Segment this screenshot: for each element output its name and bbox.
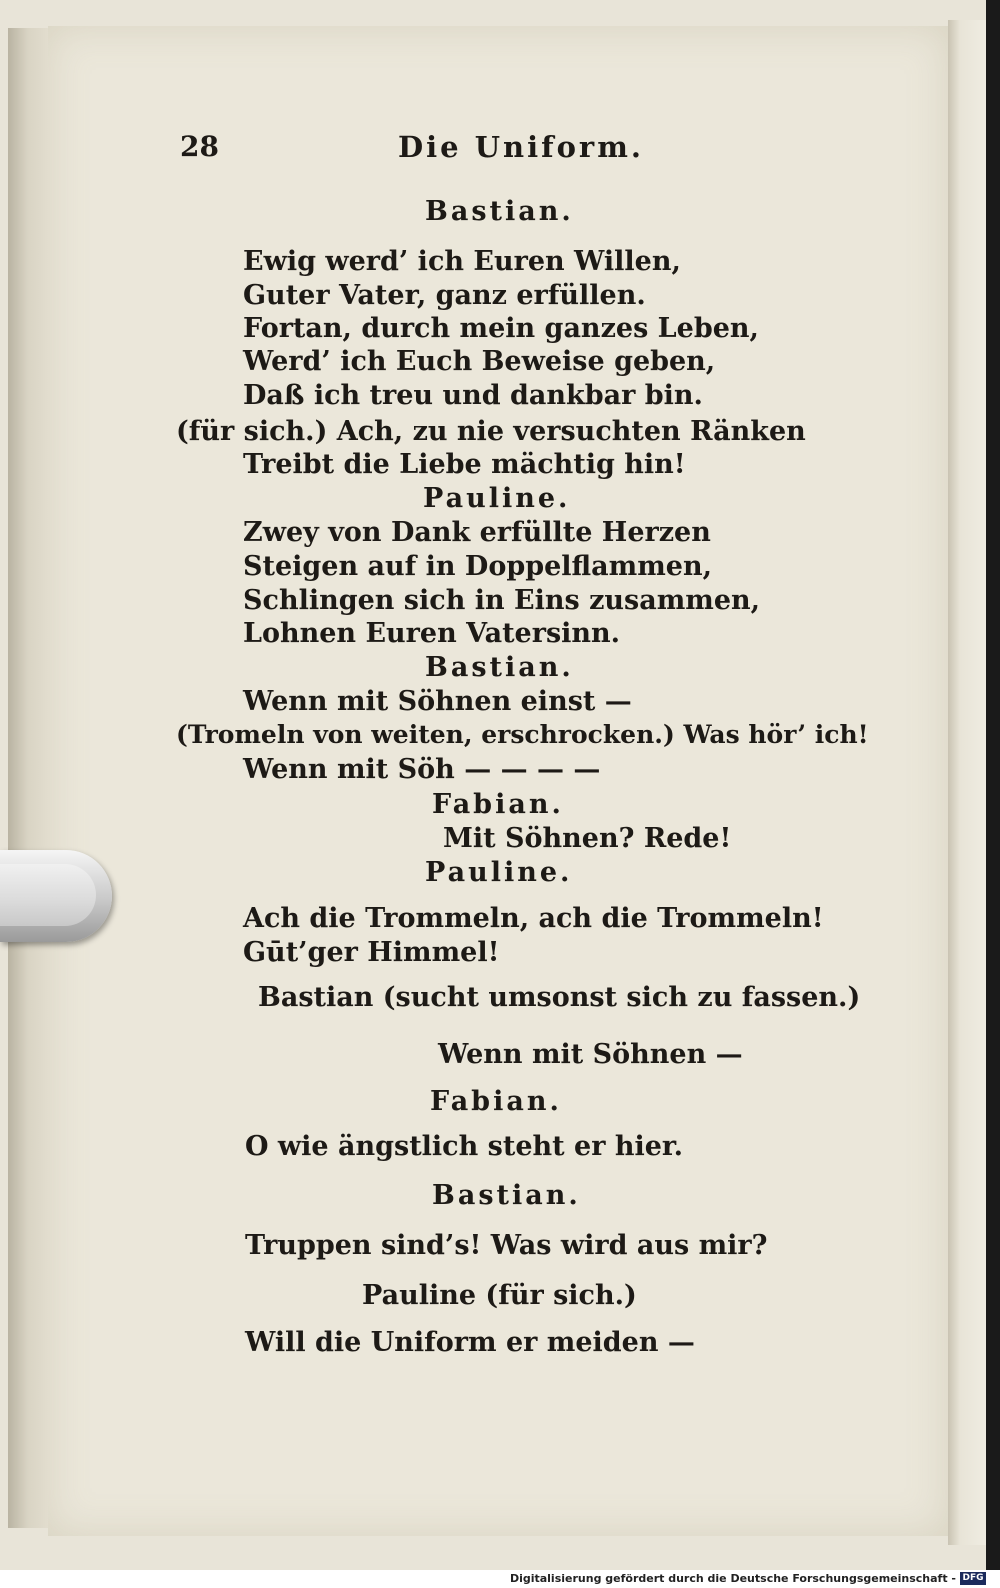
verse-line: Ach die Trommeln, ach die Trommeln!: [243, 903, 824, 934]
footer-credit: Digitalisierung gefördert durch die Deutsche Forschungsgemeinschaft -: [509, 1572, 956, 1585]
verse-line: Werd’ ich Euch Beweise geben,: [243, 346, 716, 377]
verse-line: Fortan, durch mein ganzes Leben,: [243, 313, 759, 344]
verse-line: (für sich.) Ach, zu nie versuchten Ränken: [176, 416, 806, 447]
verse-line: O wie ängstlich steht er hier.: [245, 1131, 684, 1162]
scan-dark-edge: [986, 0, 1000, 1570]
page-clip: [0, 850, 112, 942]
verse-line: Gūt’ger Himmel!: [243, 937, 500, 968]
verse-line: Guter Vater, ganz erfüllen.: [243, 280, 646, 311]
running-title: Die Uniform.: [398, 130, 644, 164]
verse-line: Treibt die Liebe mächtig hin!: [243, 449, 686, 480]
speaker-heading: Bastian.: [425, 196, 574, 227]
footer-bar: [0, 1570, 1000, 1588]
speaker-heading: Bastian.: [425, 652, 574, 683]
dfg-logo: DFG: [960, 1572, 986, 1585]
verse-line: Wenn mit Söhnen einst —: [243, 686, 632, 717]
verse-line: Will die Uniform er meiden —: [245, 1327, 695, 1358]
verse-line: Lohnen Euren Vatersinn.: [243, 618, 621, 649]
verse-line: Wenn mit Söhnen —: [438, 1039, 743, 1070]
verse-line: Truppen sind’s! Was wird aus mir?: [245, 1230, 768, 1261]
facing-page-edge: [948, 20, 988, 1545]
speaker-heading: Bastian.: [432, 1180, 581, 1211]
stage-direction-line: (Tromeln von weiten, erschrocken.) Was hör’ ich!: [176, 720, 869, 749]
verse-line: Schlingen sich in Eins zusammen,: [243, 585, 761, 616]
speaker-heading: Pauline.: [425, 857, 573, 888]
verse-line: Wenn mit Söh — — — —: [243, 754, 601, 785]
verse-line: Daß ich treu und dankbar bin.: [243, 380, 703, 411]
speaker-heading-with-direction: Bastian (sucht umsonst sich zu fassen.): [258, 982, 861, 1013]
verse-line: Steigen auf in Doppelflammen,: [243, 551, 713, 582]
speaker-heading: Pauline.: [423, 483, 571, 514]
verse-line: Zwey von Dank erfüllte Herzen: [243, 517, 711, 548]
speaker-heading-with-direction: Pauline (für sich.): [362, 1280, 637, 1311]
verse-line: Ewig werd’ ich Euren Willen,: [243, 246, 681, 277]
speaker-heading: Fabian.: [430, 1086, 562, 1117]
page-number: 28: [180, 130, 219, 163]
speaker-heading: Fabian.: [432, 789, 564, 820]
verse-line: Mit Söhnen? Rede!: [443, 823, 732, 854]
